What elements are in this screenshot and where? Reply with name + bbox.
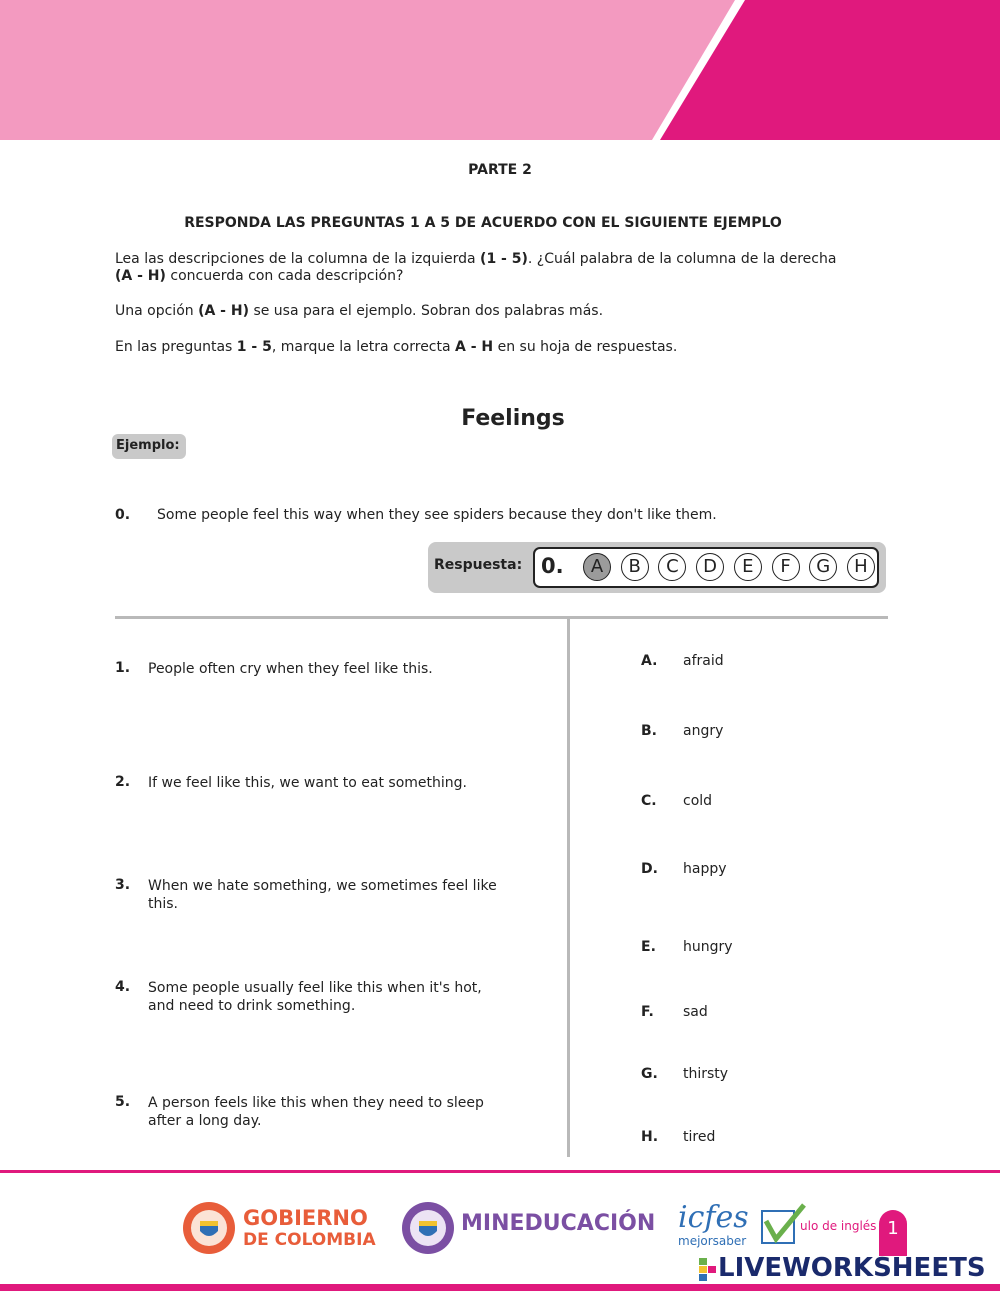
option-f-letter: F. <box>641 1004 654 1020</box>
question-3-text: When we hate something, we sometimes feel like this. <box>148 878 497 912</box>
colombia-seal-icon <box>182 1201 236 1255</box>
page-title: Feelings <box>461 406 565 431</box>
example-text: Some people feel this way when they see spiders because they don't like them. <box>157 507 717 523</box>
option-c-letter: C. <box>641 793 657 809</box>
option-g-letter: G. <box>641 1066 658 1082</box>
page-number: 1 <box>879 1210 907 1256</box>
module-label: ulo de inglés <box>800 1219 877 1233</box>
question-4-number: 4. <box>115 979 131 995</box>
answer-bubble-b[interactable]: B <box>621 553 649 581</box>
part-heading: PARTE 2 <box>468 162 532 178</box>
option-e-letter: E. <box>641 939 656 955</box>
footer-divider <box>0 1170 1000 1173</box>
answer-bubble-f[interactable]: F <box>772 553 800 581</box>
option-g-word: thirsty <box>683 1066 729 1082</box>
option-c-word: cold <box>683 793 713 809</box>
divider-horizontal <box>115 616 888 619</box>
question-5-number: 5. <box>115 1094 131 1110</box>
instructions-paragraph-1: Lea las descripciones de la columna de la izquierda (1 - 5). ¿Cuál palabra de la columna de la derecha (A - H) concuerda con cada descripción? <box>115 251 837 284</box>
instructions-paragraph-2: Una opción (A - H) se usa para el ejemplo. Sobran dos palabras más. <box>115 303 604 319</box>
option-b-letter: B. <box>641 723 657 739</box>
instructions-title: RESPONDA LAS PREGUNTAS 1 A 5 DE ACUERDO CON EL SIGUIENTE EJEMPLO <box>184 215 782 231</box>
question-2-number: 2. <box>115 774 131 790</box>
mineducacion-seal-icon <box>401 1201 455 1255</box>
answer-bubble-g[interactable]: G <box>809 553 837 581</box>
question-2-text: If we feel like this, we want to eat something. <box>148 775 467 791</box>
header-banner <box>0 0 1000 140</box>
answer-number: 0. <box>541 554 564 578</box>
question-4-text: Some people usually feel like this when it's hot, and need to drink something. <box>148 980 482 1014</box>
option-a-word: afraid <box>683 653 724 669</box>
option-b-word: angry <box>683 723 724 739</box>
liveworksheets-watermark: LIVEWORKSHEETS <box>718 1253 986 1283</box>
answer-bubble-d[interactable]: D <box>696 553 724 581</box>
option-e-word: hungry <box>683 939 733 955</box>
icfes-subtitle: mejorsaber <box>678 1234 747 1248</box>
answer-bubble-a[interactable]: A <box>583 553 611 581</box>
answer-bubble-e[interactable]: E <box>734 553 762 581</box>
answer-label: Respuesta: <box>434 557 523 573</box>
option-h-letter: H. <box>641 1129 659 1145</box>
option-f-word: sad <box>683 1004 708 1020</box>
instructions-paragraph-3: En las preguntas 1 - 5, marque la letra correcta A - H en su hoja de respuestas. <box>115 339 678 355</box>
example-badge: Ejemplo: <box>112 434 186 459</box>
question-1-number: 1. <box>115 660 131 676</box>
footer-bottom-bar <box>0 1284 1000 1291</box>
option-h-word: tired <box>683 1129 716 1145</box>
liveworksheets-logo-icon <box>699 1258 717 1282</box>
option-d-word: happy <box>683 861 727 877</box>
icfes-logo-text: icfes <box>678 1200 749 1235</box>
question-5-text: A person feels like this when they need to sleep after a long day. <box>148 1095 484 1129</box>
question-1-text: People often cry when they feel like this. <box>148 661 433 677</box>
divider-vertical <box>567 619 570 1157</box>
mineducacion-logo-text: MINEDUCACIÓN <box>461 1211 656 1236</box>
answer-bubble-c[interactable]: C <box>658 553 686 581</box>
question-3-number: 3. <box>115 877 131 893</box>
answer-bubble-h[interactable]: H <box>847 553 875 581</box>
option-d-letter: D. <box>641 861 658 877</box>
option-a-letter: A. <box>641 653 658 669</box>
gobierno-logo-text: GOBIERNO DE COLOMBIA <box>243 1206 376 1250</box>
example-number: 0. <box>115 507 131 523</box>
